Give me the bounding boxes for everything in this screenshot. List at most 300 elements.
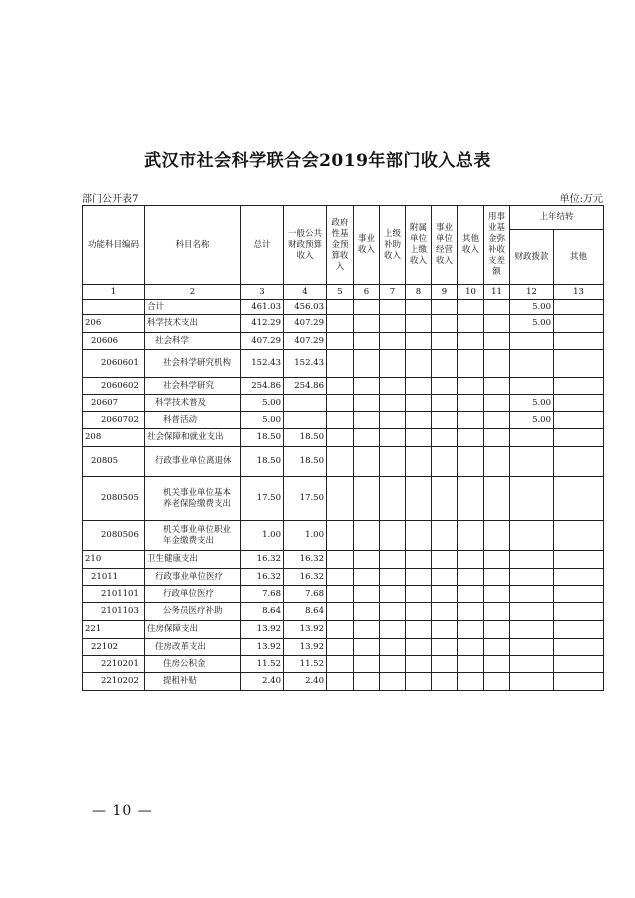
empty-cell: [327, 551, 354, 569]
empty-cell: [484, 378, 510, 395]
code-cell: 2060702: [83, 412, 145, 429]
empty-cell: [327, 673, 354, 691]
empty-cell: [484, 551, 510, 569]
empty-cell: [432, 378, 458, 395]
other-carryover-cell: [554, 300, 604, 315]
table-row: [83, 639, 604, 656]
code-cell: 221: [83, 621, 145, 639]
fiscal-carryover-cell: [510, 673, 554, 691]
index-row: [83, 285, 604, 300]
index-cell: 9: [432, 285, 458, 300]
empty-cell: [458, 586, 484, 603]
empty-cell: [484, 412, 510, 429]
other-carryover-cell: [554, 656, 604, 673]
table-row: [83, 300, 604, 315]
fiscal-carryover-cell: 5.00: [510, 412, 554, 429]
empty-cell: [354, 429, 380, 447]
index-cell: 6: [354, 285, 380, 300]
empty-cell: [406, 569, 432, 586]
empty-cell: [327, 412, 354, 429]
empty-cell: [354, 315, 380, 333]
empty-cell: [380, 333, 406, 350]
name-cell: 住房保障支出: [145, 621, 241, 639]
other-carryover-cell: [554, 350, 604, 378]
general-budget-cell: 7.68: [284, 586, 327, 603]
empty-cell: [327, 621, 354, 639]
empty-cell: [327, 300, 354, 315]
empty-cell: [354, 621, 380, 639]
empty-cell: [380, 639, 406, 656]
fiscal-carryover-cell: [510, 477, 554, 521]
other-carryover-cell: [554, 673, 604, 691]
header-carryover: 上年结转: [510, 206, 604, 230]
empty-cell: [406, 350, 432, 378]
total-cell: 254.86: [241, 378, 284, 395]
income-table: [82, 205, 604, 691]
empty-cell: [327, 569, 354, 586]
empty-cell: [354, 350, 380, 378]
code-cell: 210: [83, 551, 145, 569]
fiscal-carryover-cell: 5.00: [510, 300, 554, 315]
empty-cell: [327, 333, 354, 350]
code-cell: 2210201: [83, 656, 145, 673]
header-total: 总计: [241, 206, 284, 285]
empty-cell: [354, 395, 380, 412]
empty-cell: [484, 639, 510, 656]
empty-cell: [406, 586, 432, 603]
empty-cell: [380, 521, 406, 551]
empty-cell: [380, 586, 406, 603]
empty-cell: [458, 673, 484, 691]
empty-cell: [406, 656, 432, 673]
empty-cell: [458, 521, 484, 551]
empty-cell: [327, 477, 354, 521]
header-affiliate: 附属单位上缴收入: [406, 206, 432, 285]
empty-cell: [458, 477, 484, 521]
empty-cell: [406, 333, 432, 350]
other-carryover-cell: [554, 412, 604, 429]
empty-cell: [458, 447, 484, 477]
name-cell: 科普活动: [145, 412, 241, 429]
header-operation: 事业单位经营收入: [432, 206, 458, 285]
fiscal-carryover-cell: 5.00: [510, 315, 554, 333]
header-other-income: 其他收入: [458, 206, 484, 285]
empty-cell: [458, 621, 484, 639]
empty-cell: [354, 639, 380, 656]
empty-cell: [484, 586, 510, 603]
empty-cell: [406, 447, 432, 477]
total-cell: 18.50: [241, 429, 284, 447]
empty-cell: [432, 656, 458, 673]
empty-cell: [406, 621, 432, 639]
other-carryover-cell: [554, 477, 604, 521]
fiscal-carryover-cell: [510, 656, 554, 673]
table-row: [83, 477, 604, 521]
empty-cell: [484, 333, 510, 350]
empty-cell: [327, 395, 354, 412]
other-carryover-cell: [554, 315, 604, 333]
index-cell: 3: [241, 285, 284, 300]
empty-cell: [458, 656, 484, 673]
empty-cell: [380, 378, 406, 395]
general-budget-cell: 254.86: [284, 378, 327, 395]
empty-cell: [380, 429, 406, 447]
general-budget-cell: 16.32: [284, 551, 327, 569]
empty-cell: [432, 603, 458, 621]
name-cell: 机关事业单位基本养老保险缴费支出: [145, 477, 241, 521]
empty-cell: [484, 521, 510, 551]
name-cell: 行政单位医疗: [145, 586, 241, 603]
name-cell: 住房公积金: [145, 656, 241, 673]
name-cell: 机关事业单位职业年金缴费支出: [145, 521, 241, 551]
code-cell: 22102: [83, 639, 145, 656]
other-carryover-cell: [554, 639, 604, 656]
other-carryover-cell: [554, 378, 604, 395]
empty-cell: [354, 521, 380, 551]
fiscal-carryover-cell: [510, 378, 554, 395]
empty-cell: [406, 603, 432, 621]
index-cell: 7: [380, 285, 406, 300]
total-cell: 11.52: [241, 656, 284, 673]
empty-cell: [380, 673, 406, 691]
code-cell: 2101101: [83, 586, 145, 603]
code-cell: [83, 300, 145, 315]
other-carryover-cell: [554, 333, 604, 350]
empty-cell: [380, 315, 406, 333]
empty-cell: [458, 639, 484, 656]
name-cell: 科学技术支出: [145, 315, 241, 333]
other-carryover-cell: [554, 447, 604, 477]
empty-cell: [354, 656, 380, 673]
empty-cell: [380, 569, 406, 586]
code-cell: 21011: [83, 569, 145, 586]
empty-cell: [484, 656, 510, 673]
table-row: [83, 603, 604, 621]
code-cell: 208: [83, 429, 145, 447]
other-carryover-cell: [554, 551, 604, 569]
empty-cell: [406, 412, 432, 429]
fiscal-carryover-cell: [510, 429, 554, 447]
total-cell: 5.00: [241, 412, 284, 429]
general-budget-cell: 13.92: [284, 621, 327, 639]
table-row: [83, 656, 604, 673]
name-cell: 社会科学研究机构: [145, 350, 241, 378]
empty-cell: [406, 639, 432, 656]
table-row: [83, 333, 604, 350]
empty-cell: [406, 300, 432, 315]
empty-cell: [484, 395, 510, 412]
name-cell: 卫生健康支出: [145, 551, 241, 569]
general-budget-cell: 2.40: [284, 673, 327, 691]
other-carryover-cell: [554, 521, 604, 551]
header-gov-fund: 政府性基金预算收入: [327, 206, 354, 285]
empty-cell: [458, 569, 484, 586]
empty-cell: [406, 521, 432, 551]
general-budget-cell: 16.32: [284, 569, 327, 586]
index-cell: 13: [554, 285, 604, 300]
other-carryover-cell: [554, 395, 604, 412]
empty-cell: [432, 621, 458, 639]
empty-cell: [484, 429, 510, 447]
general-budget-cell: 456.03: [284, 300, 327, 315]
empty-cell: [354, 586, 380, 603]
general-budget-cell: 407.29: [284, 315, 327, 333]
header-other: 其他: [554, 230, 604, 285]
total-cell: 13.92: [241, 621, 284, 639]
name-cell: 社会保障和就业支出: [145, 429, 241, 447]
table-row: [83, 412, 604, 429]
name-cell: 行政事业单位离退休: [145, 447, 241, 477]
code-cell: 2060601: [83, 350, 145, 378]
other-carryover-cell: [554, 429, 604, 447]
empty-cell: [327, 521, 354, 551]
total-cell: 461.03: [241, 300, 284, 315]
empty-cell: [380, 412, 406, 429]
empty-cell: [432, 300, 458, 315]
header-row-1: [83, 206, 604, 230]
index-cell: 11: [484, 285, 510, 300]
name-cell: 公务员医疗补助: [145, 603, 241, 621]
table-row: [83, 521, 604, 551]
table-row: [83, 395, 604, 412]
index-cell: 10: [458, 285, 484, 300]
code-cell: 2080505: [83, 477, 145, 521]
code-cell: 2080506: [83, 521, 145, 551]
empty-cell: [327, 603, 354, 621]
empty-cell: [432, 673, 458, 691]
table-row: [83, 551, 604, 569]
total-cell: 2.40: [241, 673, 284, 691]
total-cell: 1.00: [241, 521, 284, 551]
header-code: 功能科目编码: [83, 206, 145, 285]
header-name: 科目名称: [145, 206, 241, 285]
fiscal-carryover-cell: [510, 603, 554, 621]
empty-cell: [406, 315, 432, 333]
empty-cell: [484, 447, 510, 477]
other-carryover-cell: [554, 586, 604, 603]
unit-label: 单位:万元: [559, 194, 603, 205]
empty-cell: [354, 300, 380, 315]
total-cell: 17.50: [241, 477, 284, 521]
empty-cell: [458, 551, 484, 569]
empty-cell: [380, 603, 406, 621]
empty-cell: [458, 412, 484, 429]
empty-cell: [484, 621, 510, 639]
empty-cell: [484, 315, 510, 333]
fiscal-carryover-cell: [510, 551, 554, 569]
empty-cell: [484, 673, 510, 691]
index-cell: 12: [510, 285, 554, 300]
index-cell: 4: [284, 285, 327, 300]
empty-cell: [458, 429, 484, 447]
empty-cell: [327, 639, 354, 656]
header-fund-gap: 用事业基金弥补收支差额: [484, 206, 510, 285]
empty-cell: [432, 333, 458, 350]
empty-cell: [458, 333, 484, 350]
empty-cell: [406, 378, 432, 395]
empty-cell: [406, 551, 432, 569]
total-cell: 152.43: [241, 350, 284, 378]
table-row: [83, 621, 604, 639]
header-fiscal: 财政拨款: [510, 230, 554, 285]
empty-cell: [484, 603, 510, 621]
general-budget-cell: 407.29: [284, 333, 327, 350]
empty-cell: [432, 551, 458, 569]
table-row: [83, 447, 604, 477]
empty-cell: [432, 412, 458, 429]
total-cell: 16.32: [241, 569, 284, 586]
empty-cell: [458, 300, 484, 315]
name-cell: 社会科学: [145, 333, 241, 350]
empty-cell: [354, 673, 380, 691]
table-row: [83, 673, 604, 691]
table-id: 部门公开表7: [82, 194, 139, 205]
total-cell: 5.00: [241, 395, 284, 412]
empty-cell: [327, 378, 354, 395]
empty-cell: [327, 429, 354, 447]
code-cell: 2101103: [83, 603, 145, 621]
index-cell: 5: [327, 285, 354, 300]
empty-cell: [354, 603, 380, 621]
general-budget-cell: 11.52: [284, 656, 327, 673]
index-cell: 1: [83, 285, 145, 300]
empty-cell: [380, 447, 406, 477]
empty-cell: [432, 639, 458, 656]
empty-cell: [380, 395, 406, 412]
empty-cell: [380, 350, 406, 378]
general-budget-cell: 17.50: [284, 477, 327, 521]
empty-cell: [406, 673, 432, 691]
fiscal-carryover-cell: [510, 333, 554, 350]
total-cell: 407.29: [241, 333, 284, 350]
general-budget-cell: 18.50: [284, 429, 327, 447]
fiscal-carryover-cell: [510, 586, 554, 603]
code-cell: 20606: [83, 333, 145, 350]
empty-cell: [432, 315, 458, 333]
empty-cell: [432, 395, 458, 412]
name-cell: 合计: [145, 300, 241, 315]
table-row: [83, 429, 604, 447]
empty-cell: [484, 300, 510, 315]
empty-cell: [327, 315, 354, 333]
empty-cell: [354, 333, 380, 350]
empty-cell: [406, 477, 432, 521]
empty-cell: [432, 521, 458, 551]
empty-cell: [354, 447, 380, 477]
general-budget-cell: 8.64: [284, 603, 327, 621]
empty-cell: [406, 429, 432, 447]
empty-cell: [432, 447, 458, 477]
empty-cell: [484, 477, 510, 521]
empty-cell: [354, 412, 380, 429]
page-title: 武汉市社会科学联合会2019年部门收入总表: [144, 151, 491, 171]
code-cell: 20805: [83, 447, 145, 477]
total-cell: 412.29: [241, 315, 284, 333]
empty-cell: [458, 378, 484, 395]
empty-cell: [380, 551, 406, 569]
empty-cell: [354, 551, 380, 569]
name-cell: 科学技术普及: [145, 395, 241, 412]
total-cell: 8.64: [241, 603, 284, 621]
header-business: 事业收入: [354, 206, 380, 285]
fiscal-carryover-cell: [510, 639, 554, 656]
table-body: [83, 285, 604, 691]
empty-cell: [380, 656, 406, 673]
general-budget-cell: 18.50: [284, 447, 327, 477]
fiscal-carryover-cell: [510, 621, 554, 639]
empty-cell: [432, 429, 458, 447]
empty-cell: [327, 350, 354, 378]
name-cell: 行政事业单位医疗: [145, 569, 241, 586]
empty-cell: [458, 315, 484, 333]
empty-cell: [380, 300, 406, 315]
table-row: [83, 378, 604, 395]
total-cell: 18.50: [241, 447, 284, 477]
empty-cell: [458, 603, 484, 621]
table-row: [83, 350, 604, 378]
empty-cell: [406, 395, 432, 412]
empty-cell: [432, 569, 458, 586]
name-cell: 提租补贴: [145, 673, 241, 691]
empty-cell: [458, 350, 484, 378]
empty-cell: [354, 378, 380, 395]
other-carryover-cell: [554, 603, 604, 621]
other-carryover-cell: [554, 621, 604, 639]
empty-cell: [327, 656, 354, 673]
fiscal-carryover-cell: [510, 521, 554, 551]
general-budget-cell: [284, 395, 327, 412]
other-carryover-cell: [554, 569, 604, 586]
table-row: [83, 586, 604, 603]
fiscal-carryover-cell: [510, 447, 554, 477]
fiscal-carryover-cell: 5.00: [510, 395, 554, 412]
empty-cell: [380, 477, 406, 521]
table-row: [83, 569, 604, 586]
total-cell: 16.32: [241, 551, 284, 569]
name-cell: 社会科学研究: [145, 378, 241, 395]
code-cell: 2210202: [83, 673, 145, 691]
index-cell: 2: [145, 285, 241, 300]
empty-cell: [327, 447, 354, 477]
code-cell: 2060602: [83, 378, 145, 395]
empty-cell: [354, 477, 380, 521]
total-cell: 13.92: [241, 639, 284, 656]
total-cell: 7.68: [241, 586, 284, 603]
empty-cell: [354, 569, 380, 586]
header-general-budget: 一般公共财政预算收入: [284, 206, 327, 285]
empty-cell: [432, 586, 458, 603]
index-cell: 8: [406, 285, 432, 300]
empty-cell: [380, 621, 406, 639]
fiscal-carryover-cell: [510, 350, 554, 378]
empty-cell: [484, 569, 510, 586]
empty-cell: [327, 586, 354, 603]
code-cell: 206: [83, 315, 145, 333]
empty-cell: [432, 350, 458, 378]
general-budget-cell: [284, 412, 327, 429]
fiscal-carryover-cell: [510, 569, 554, 586]
general-budget-cell: 13.92: [284, 639, 327, 656]
general-budget-cell: 152.43: [284, 350, 327, 378]
table-row: [83, 315, 604, 333]
empty-cell: [458, 395, 484, 412]
code-cell: 20607: [83, 395, 145, 412]
empty-cell: [484, 350, 510, 378]
header-superior: 上级补助收入: [380, 206, 406, 285]
page-number: — 10 —: [92, 803, 153, 819]
name-cell: 住房改革支出: [145, 639, 241, 656]
general-budget-cell: 1.00: [284, 521, 327, 551]
